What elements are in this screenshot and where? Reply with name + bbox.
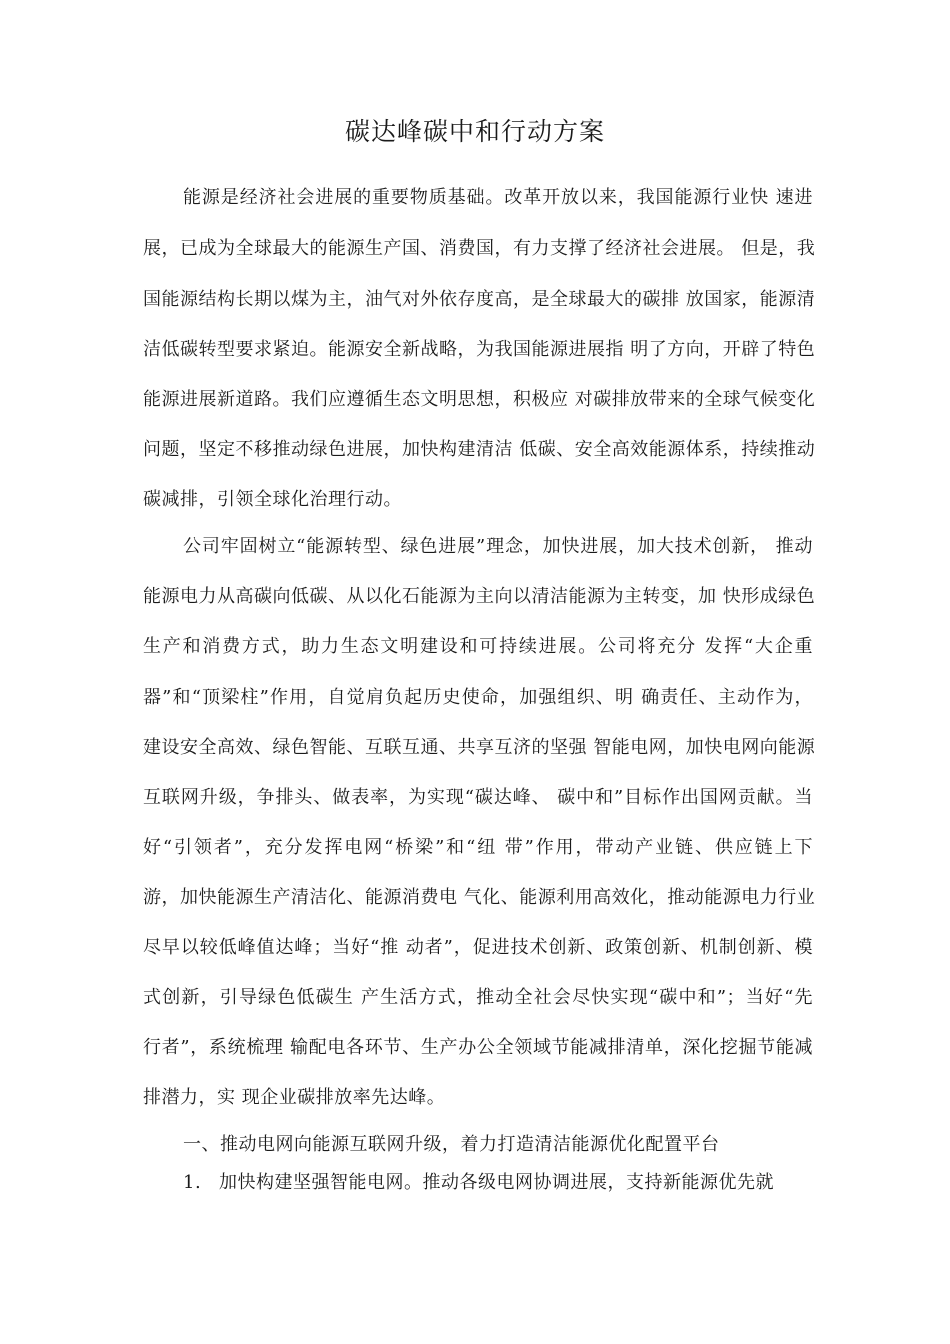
section-heading: 一、推动电网向能源互联网升级，着力打造清洁能源优化配置平台 [183, 1134, 720, 1155]
list-item-number: 1. [183, 1172, 202, 1193]
paragraph-line: 行者”，系统梳理 输配电各环节、生产办公全领域节能减排清单，深化挖掘节能减 [143, 1037, 813, 1058]
paragraph-line: 生产和消费方式，助力生态文明建设和可持续进展。公司将充分 发挥“大企重 [143, 636, 813, 657]
paragraph-line: 器”和“顶梁柱”作用，自觉肩负起历史使命，加强组织、明 确责任、主动作为， [143, 687, 813, 708]
paragraph-line: 洁低碳转型要求紧迫。能源安全新战略，为我国能源进展指 明了方向，开辟了特色 [143, 339, 816, 360]
list-item-text: 加快构建坚强智能电网。推动各级电网协调进展，支持新能源优先就 [219, 1172, 774, 1193]
paragraph-line: 问题，坚定不移推动绿色进展，加快构建清洁 低碳、安全高效能源体系，持续推动 [143, 439, 816, 460]
paragraph-line: 好“引领者”，充分发挥电网“桥梁”和“纽 带”作用，带动产业链、供应链上下 [143, 837, 813, 858]
paragraph-line: 碳减排，引领全球化治理行动。 [143, 489, 402, 510]
paragraph-line: 能源电力从高碳向低碳、从以化石能源为主向以清洁能源为主转变，加 快形成绿色 [143, 586, 816, 607]
paragraph-line: 建设安全高效、绿色智能、互联互通、共享互济的坚强 智能电网，加快电网向能源 [143, 737, 816, 758]
paragraph-line: 国能源结构长期以煤为主，油气对外依存度高，是全球最大的碳排 放国家，能源清 [143, 289, 816, 310]
paragraph-line: 互联网升级，争排头、做表率，为实现“碳达峰、 碳中和”目标作出国网贡献。当 [143, 787, 813, 808]
paragraph-line: 游，加快能源生产清洁化、能源消费电 气化、能源利用高效化，推动能源电力行业 [143, 887, 816, 908]
paragraph-line: 公司牢固树立“能源转型、绿色进展”理念，加快进展，加大技术创新， 推动 [183, 536, 813, 557]
paragraph-line: 能源进展新道路。我们应遵循生态文明思想，积极应 对碳排放带来的全球气候变化 [143, 389, 816, 410]
list-item [183, 1171, 774, 1195]
document-title: 碳达峰碳中和行动方案 [344, 117, 605, 146]
paragraph-line: 式创新，引导绿色低碳生 产生活方式，推动全社会尽快实现“碳中和”；当好“先 [143, 987, 813, 1008]
paragraph-line: 排潜力，实 现企业碳排放率先达峰。 [143, 1087, 446, 1108]
paragraph-line: 尽早以较低峰值达峰；当好“推 动者”，促进技术创新、政策创新、机制创新、模 [143, 937, 813, 958]
paragraph-line: 能源是经济社会进展的重要物质基础。改革开放以来，我国能源行业快 速进 [183, 187, 813, 208]
paragraph-line: 展，已成为全球最大的能源生产国、消费国，有力支撑了经济社会进展。 但是，我 [143, 238, 816, 259]
